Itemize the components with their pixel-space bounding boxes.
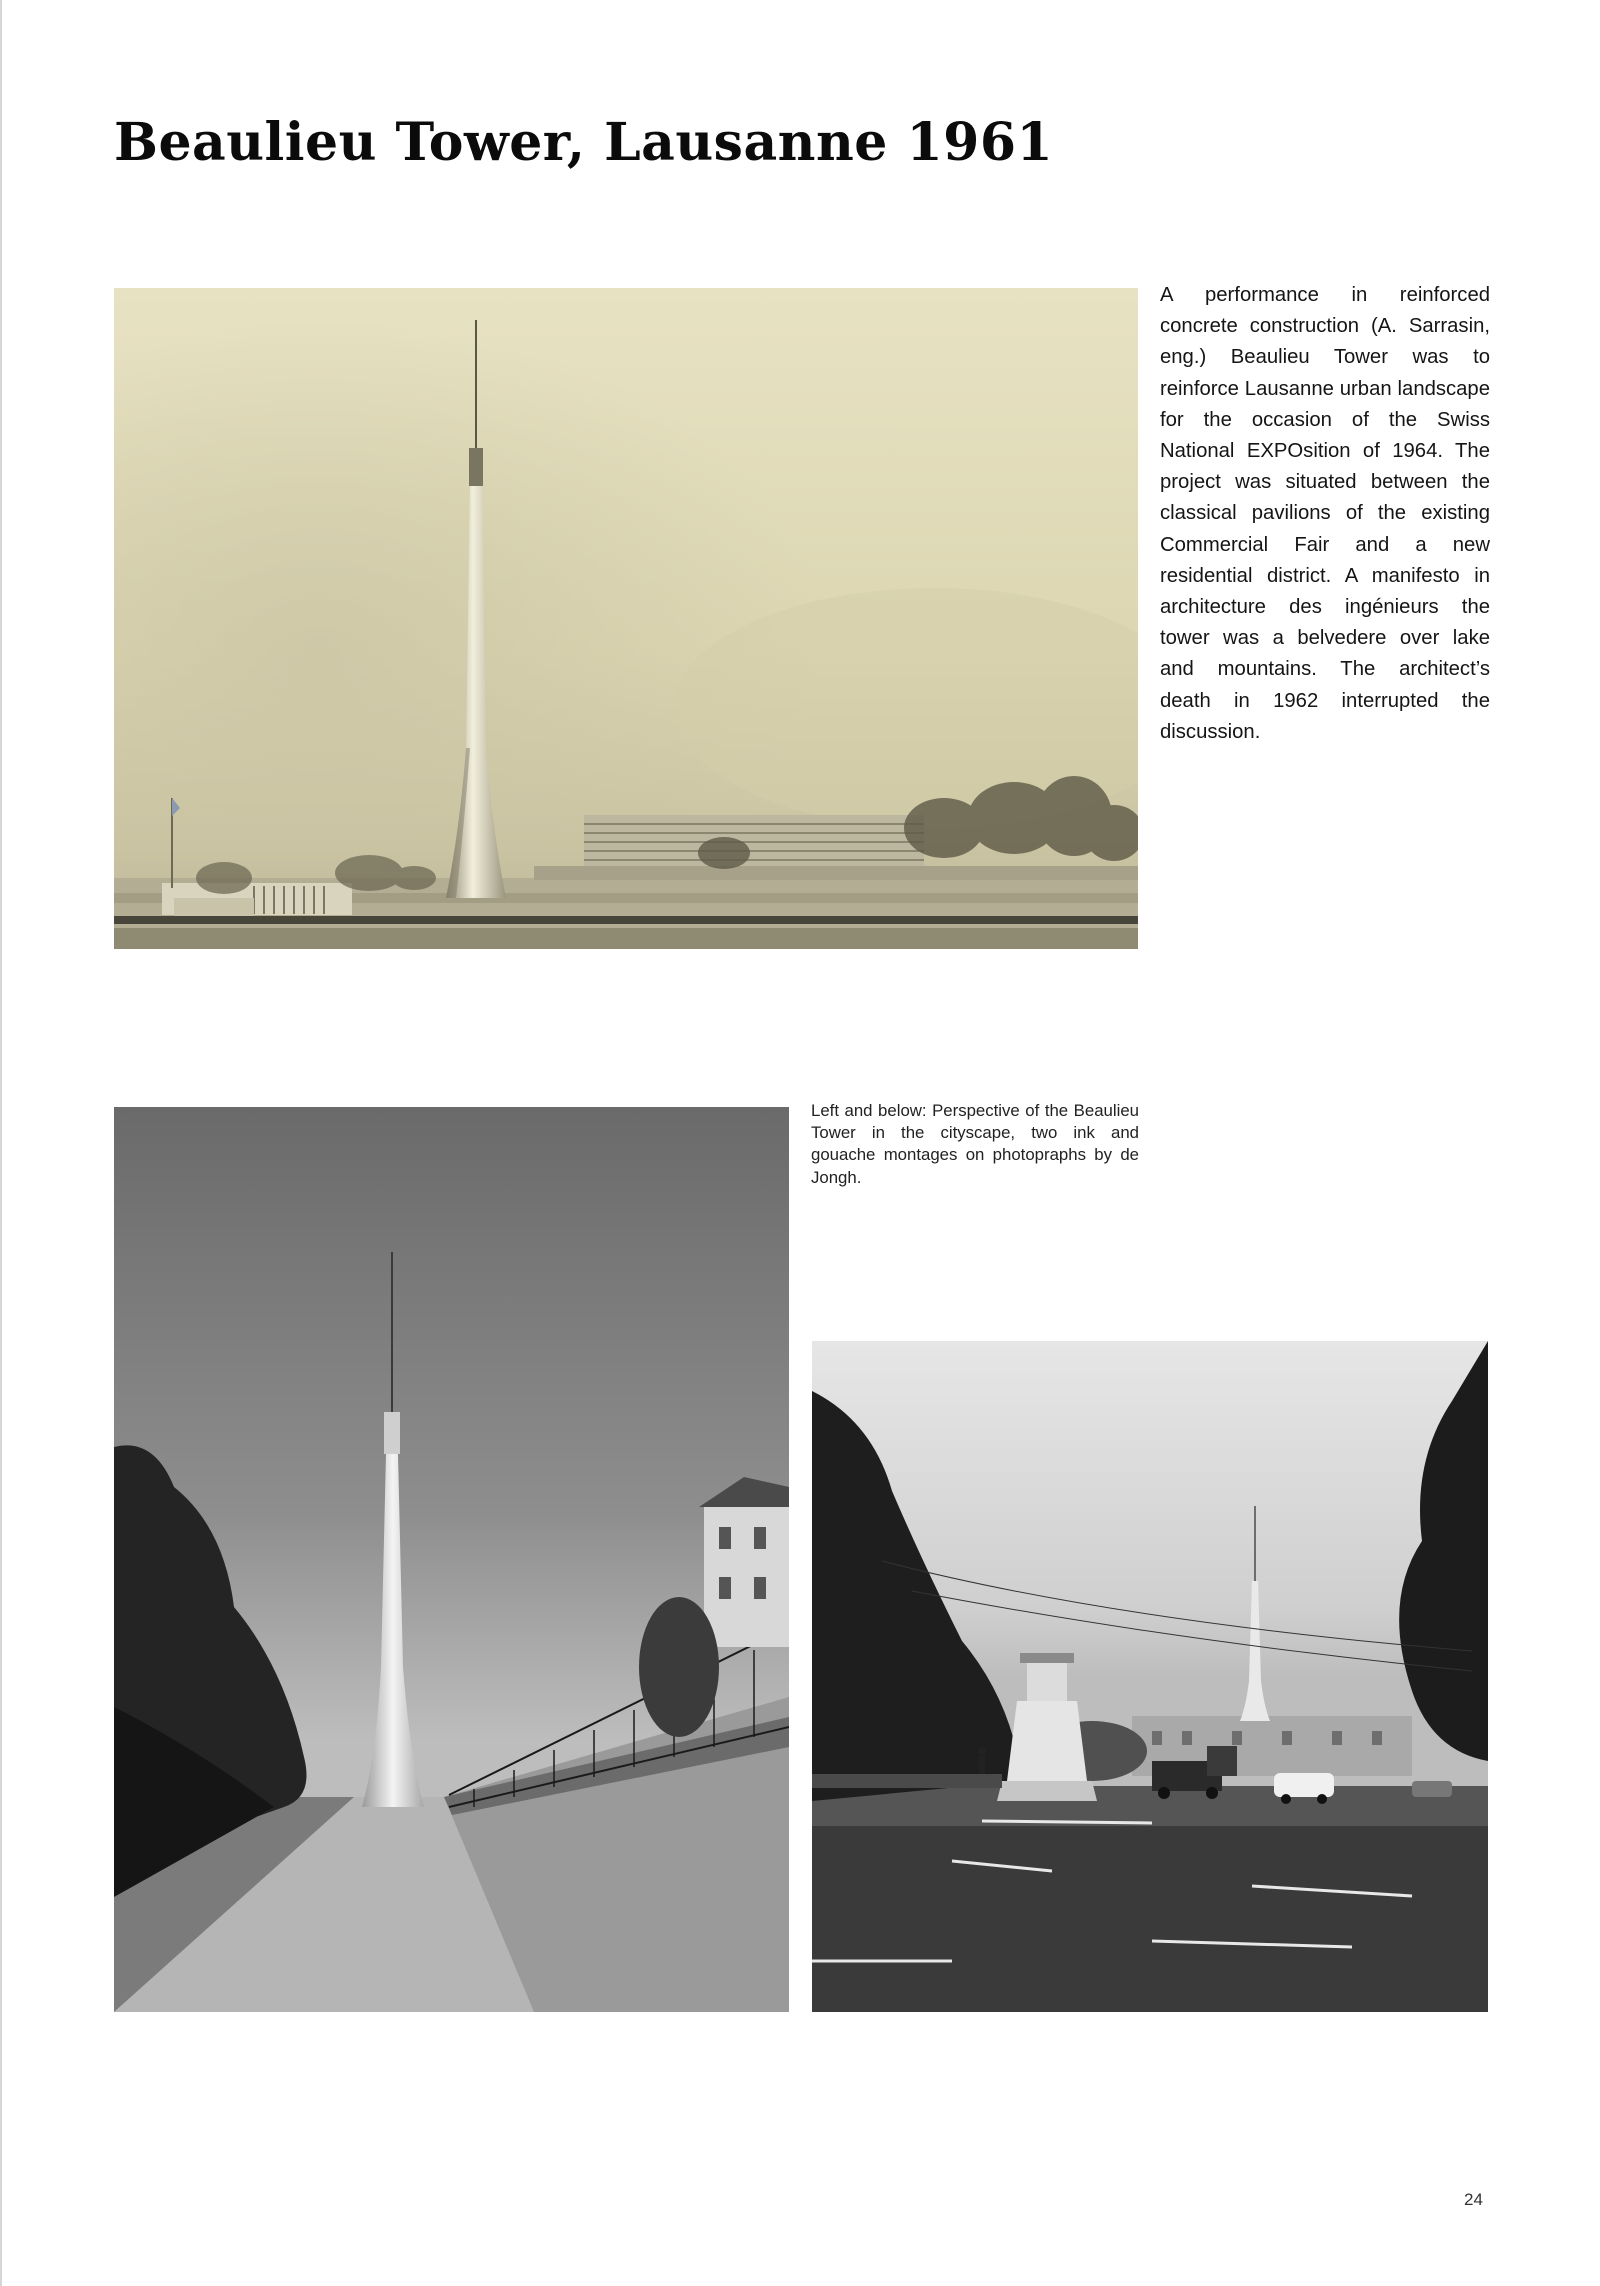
page-edge (0, 0, 2, 2286)
page-title: Beaulieu Tower, Lausanne 1961 (114, 112, 1054, 173)
body-text: A performance in reinforced concrete construction (A. Sarrasin, eng.) Beaulieu Tower was to reinforce Lausanne urban landscape for the occasion of the Swiss National EXPOsition of 1964. The project was situated between the classical pavilions of the existing Commercial Fair and a new residential district. A manifesto in architecture des ingénieurs the tower was a belvedere over lake and mountains. The architect’s death in 1962 interrupted the discussion. (1160, 284, 1490, 743)
square-montage-image (812, 1341, 1488, 2012)
figure-caption: Left and below: Perspective of the Beaulieu Tower in the cityscape, two ink and gouache montages on photopraphs by de Jongh. (811, 1101, 1139, 1187)
avenue-montage-image (114, 1107, 789, 2012)
page-number: 24 (1464, 2190, 1483, 2209)
elevation-drawing-image (114, 288, 1138, 949)
